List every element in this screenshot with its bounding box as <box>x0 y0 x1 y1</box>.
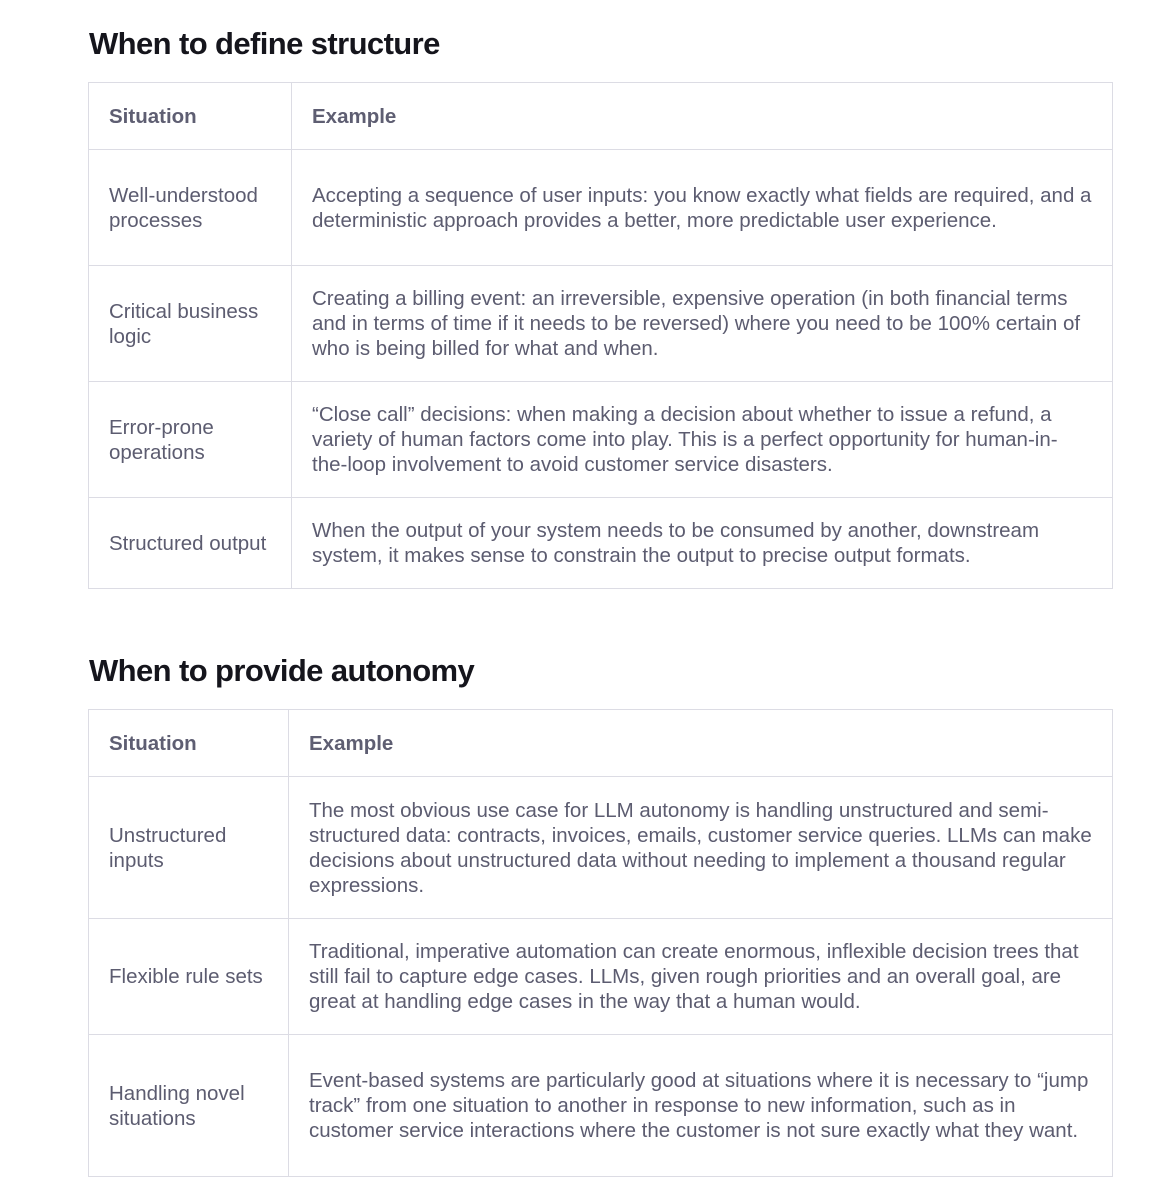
situation-cell: Critical business logic <box>89 266 292 382</box>
example-cell: Traditional, imperative automation can create enormous, inflexible decision trees that still fail to capture edge cases. LLMs, given rough priorities and an overall goal, are great at handling edge cases in the way that a human would. <box>289 919 1113 1035</box>
situation-cell: Error-prone operations <box>89 382 292 498</box>
table-row <box>89 498 1113 589</box>
table-row <box>89 266 1113 382</box>
column-header-example: Example <box>289 710 1113 777</box>
table-row <box>89 777 1113 919</box>
column-header-example: Example <box>292 83 1113 150</box>
example-cell: When the output of your system needs to be consumed by another, downstream system, it makes sense to constrain the output to precise output formats. <box>292 498 1113 589</box>
situation-cell: Unstructured inputs <box>89 777 289 919</box>
situation-cell: Handling novel situations <box>89 1035 289 1177</box>
situation-cell: Flexible rule sets <box>89 919 289 1035</box>
situation-cell: Structured output <box>89 498 292 589</box>
example-cell: Creating a billing event: an irreversible, expensive operation (in both financial terms and in terms of time if it needs to be reversed) where you need to be 100% certain of who is being billed for what and when. <box>292 266 1113 382</box>
section-title-provide-autonomy: When to provide autonomy <box>89 653 475 688</box>
column-header-situation: Situation <box>89 83 292 150</box>
define-structure-table <box>88 82 1113 589</box>
example-cell: “Close call” decisions: when making a decision about whether to issue a refund, a variety of human factors come into play. This is a perfect opportunity for human-in-the-loop involvement to avoid customer service disasters. <box>292 382 1113 498</box>
table-row <box>89 919 1113 1035</box>
table-header-row <box>89 710 1113 777</box>
column-header-situation: Situation <box>89 710 289 777</box>
table-header-row <box>89 83 1113 150</box>
situation-cell: Well-understood processes <box>89 150 292 266</box>
section-title-define-structure: When to define structure <box>89 26 440 61</box>
table-row <box>89 150 1113 266</box>
table-row <box>89 1035 1113 1177</box>
example-cell: Event-based systems are particularly good at situations where it is necessary to “jump track” from one situation to another in response to new information, such as in customer service interactions where the customer is not sure exactly what they want. <box>289 1035 1113 1177</box>
table-row <box>89 382 1113 498</box>
provide-autonomy-table <box>88 709 1113 1177</box>
example-cell: The most obvious use case for LLM autonomy is handling unstructured and semi-structured data: contracts, invoices, emails, customer service queries. LLMs can make decisions about unstructured data without needing to implement a thousand regular expressions. <box>289 777 1113 919</box>
example-cell: Accepting a sequence of user inputs: you know exactly what fields are required, and a deterministic approach provides a better, more predictable user experience. <box>292 150 1113 266</box>
